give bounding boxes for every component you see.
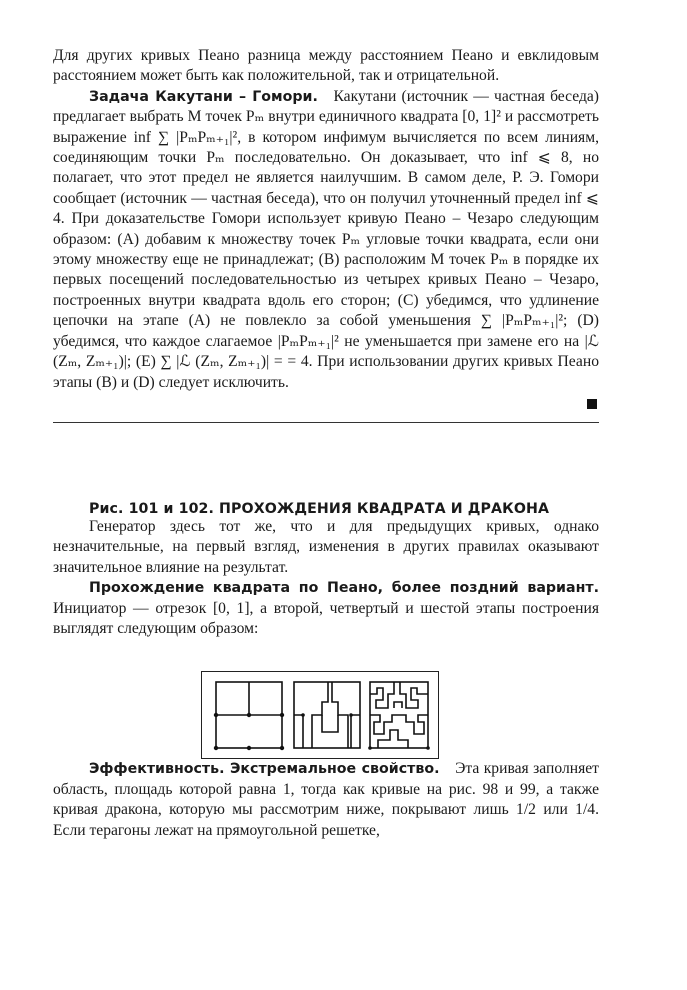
stage-6-curve — [370, 682, 428, 748]
qed-square-icon — [587, 399, 597, 409]
intro-paragraph: Генератор здесь тот же, что и для предыдущих кривых, однако незначительные, на первый взгляд, изменения в других правилах оказывают значительное влияние на результат. — [53, 517, 599, 576]
kakutani-gomory-paragraph — [53, 87, 599, 393]
top-paragraph: Для других кривых Пеано разница между расстоянием Пеано и евклидовым расстоянием может быть как положительной, так и отрицательной. — [53, 47, 599, 85]
page-content — [53, 46, 599, 841]
efficiency-paragraph — [53, 759, 599, 841]
efficiency-title: Эффективность. Экстремальное свойство. — [89, 761, 440, 778]
kakutani-gomory-title: Задача Какутани – Гомори. — [89, 88, 318, 105]
kakutani-gomory-body: Какутани (источник — частная беседа) предлагает выбрать M точек Pₘ внутри единичного квадрата [0, 1]² и рассмотреть выражение inf ∑ |PₘPₘ₊₁|², в котором инфимум вычисляется по всем линиям, соединяющим точки Pₘ последовательно. Он доказывает, что inf ⩽ 8, но полагает, что этот предел не является наилучшим. В самом деле, Р. Э. Гомори сообщает (источник — частная беседа), что он получил уточненный предел inf ⩽ 4. При доказательстве Гомори использует кривую Пеано – Чезаро следующим образом: (A) добавим к множеству точек Pₘ угловые точки квадрата, если они этому множеству еще не принадлежат; (B) расположим M точек Pₘ в порядке их первых посещений последовательностью из четырех кривых Пеано – Чезаро, построенных внутри квадрата вдоль его сторон; (C) убедимся, что удлинение цепочки на этапе (A) не повлекло за собой уменьшения ∑ |PₘPₘ₊₁|²; (D) убедимся, что каждое слагаемое |PₘPₘ₊₁|² не уменьшается при замене его на |ℒ (Zₘ, Zₘ₊₁)|; (E) ∑ |ℒ (Zₘ, Zₘ₊₁)| = = 4. При использовании других кривых Пеано этапы (B) и (D) следует исключить. — [53, 87, 599, 391]
efficiency-body: Эта кривая заполняет область, площадь которой равна 1, тогда как кривые на рис. 98 и 99, а также кривая дракона, которую мы рассмотрим ниже, покрывают лишь 1/2 или 1/4. Если терагоны лежат на прямоугольной решетке, — [53, 760, 599, 839]
late-variant-paragraph — [53, 578, 599, 639]
late-variant-body: Инициатор — отрезок [0, 1], а второй, четвертый и шестой этапы построения выглядят следующим образом: — [53, 599, 599, 637]
section-heading: Рис. 101 и 102. ПРОХОЖДЕНИЯ КВАДРАТА И ДРАКОНА — [89, 500, 550, 517]
peano-stages-figure — [201, 671, 439, 759]
late-variant-title: Прохождение квадрата по Пеано, более поздний вариант. — [89, 580, 599, 597]
peano-stages-drawing — [202, 672, 438, 758]
section-divider — [53, 422, 599, 423]
